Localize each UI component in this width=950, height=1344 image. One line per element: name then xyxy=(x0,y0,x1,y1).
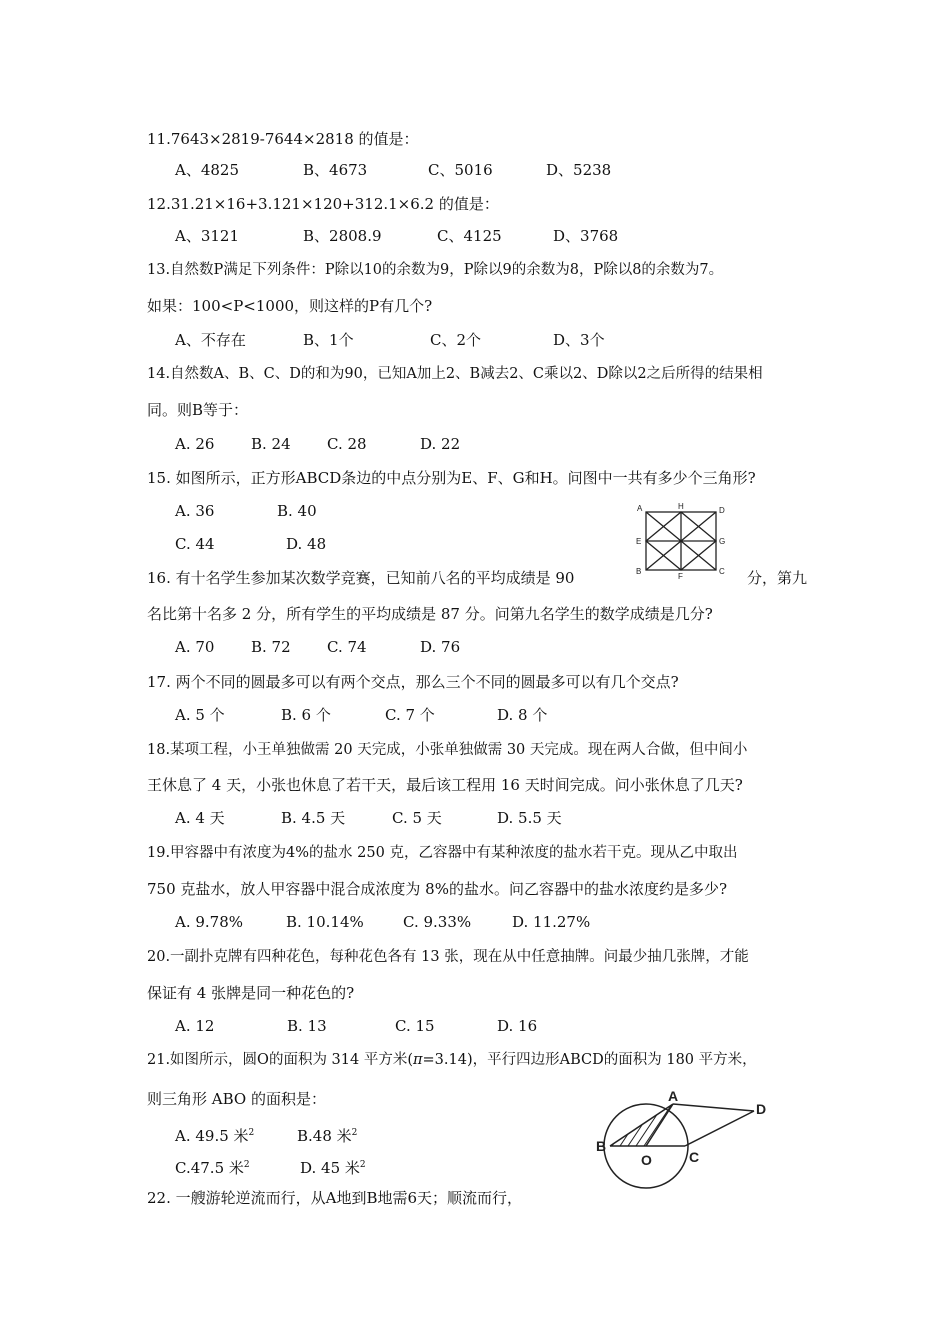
q21-option-b xyxy=(297,1123,357,1146)
q14-stem-line2: 同。则B等于： xyxy=(147,401,249,419)
q13-stem-line2: 如果：100<P<1000，则这样的P有几个? xyxy=(147,297,433,315)
label-f: F xyxy=(678,572,683,581)
q19-stem-line2: 750 克盐水，放人甲容器中混合成浓度为 8%的盐水。问乙容器中的盐水浓度约是多少? xyxy=(147,880,728,898)
label-b: B xyxy=(636,567,642,576)
q17-option-d: D. 8 个 xyxy=(497,706,548,724)
q15-square-figure xyxy=(632,500,732,582)
q21-circle-figure xyxy=(588,1082,778,1192)
q18-option-c: C. 5 天 xyxy=(392,809,442,827)
q15-option-d: D. 48 xyxy=(286,535,327,553)
q18-option-b: B. 4.5 天 xyxy=(281,809,346,827)
q18-stem-line1: 18.某项工程，小王单独做需 20 天完成，小张单独做需 30 天完成。现在两人合做，但中间小 xyxy=(147,742,748,758)
q20-option-a: A. 12 xyxy=(175,1017,215,1035)
label-d: D xyxy=(719,506,725,515)
q13-option-c: C、2个 xyxy=(430,331,482,349)
q11-option-d: D、5238 xyxy=(546,161,612,179)
q20-option-c: C. 15 xyxy=(395,1017,435,1035)
label-c: C xyxy=(689,1149,700,1165)
q16-option-c: C. 74 xyxy=(327,638,367,656)
q21-option-b-sup: 2 xyxy=(351,1128,358,1138)
q21-option-a-sup: 2 xyxy=(248,1128,255,1138)
q18-option-d: D. 5.5 天 xyxy=(497,809,562,827)
q14-option-a: A. 26 xyxy=(175,435,215,453)
q21-option-a xyxy=(175,1123,254,1146)
q14-option-d: D. 22 xyxy=(420,435,461,453)
q20-option-d: D. 16 xyxy=(497,1017,538,1035)
q13-option-b: B、1个 xyxy=(303,331,354,349)
q12-option-d: D、3768 xyxy=(553,227,619,245)
q14-option-b: B. 24 xyxy=(251,435,291,453)
q21-option-d-sup: 2 xyxy=(359,1160,366,1170)
q15-option-a: A. 36 xyxy=(175,502,215,520)
label-h: H xyxy=(678,502,684,511)
q15-option-c: C. 44 xyxy=(175,535,215,553)
q21-option-d xyxy=(300,1155,366,1178)
q13-stem-line1: 13.自然数P满足下列条件：P除以10的余数为9，P除以9的余数为8，P除以8的余数为7。 xyxy=(147,262,724,278)
q21-stem-line1b: =3.14)，平行四边形ABCD的面积为 180 平方米， xyxy=(422,1052,757,1068)
q13-option-d: D、3个 xyxy=(553,331,605,349)
q21-option-c-sup: 2 xyxy=(243,1160,250,1170)
label-g: G xyxy=(719,537,726,546)
q19-option-b: B. 10.14% xyxy=(286,913,364,931)
label-b: B xyxy=(596,1138,607,1154)
q11-option-c: C、5016 xyxy=(428,161,493,179)
q19-option-d: D. 11.27% xyxy=(512,913,591,931)
q11-stem: 11.7643×2819-7644×2818 的值是： xyxy=(147,130,419,148)
q15-option-b: B. 40 xyxy=(277,502,317,520)
q13-option-a: A、不存在 xyxy=(175,331,246,349)
q11-option-b: B、4673 xyxy=(303,161,368,179)
q19-stem-line1: 19.甲容器中有浓度为4%的盐水 250 克，乙容器中有某种浓度的盐水若干克。现从乙中取出 xyxy=(147,845,738,861)
q21-option-c xyxy=(175,1155,250,1178)
line-dc xyxy=(685,1111,754,1146)
q21-option-c-text: C.47.5 米 xyxy=(175,1159,244,1177)
q16-option-b: B. 72 xyxy=(251,638,291,656)
label-d: D xyxy=(756,1101,767,1117)
q12-option-c: C、4125 xyxy=(437,227,502,245)
pi-symbol: π xyxy=(413,1052,423,1068)
q18-option-a: A. 4 天 xyxy=(175,809,225,827)
q21-stem-line1a: 21.如图所示，圆O的面积为 314 平方米( xyxy=(147,1052,413,1068)
label-o: O xyxy=(641,1152,652,1168)
q19-option-c: C. 9.33% xyxy=(403,913,472,931)
label-a: A xyxy=(668,1088,679,1104)
q18-stem-line2: 王休息了 4 天，小张也休息了若干天，最后该工程用 16 天时间完成。问小张休息了几天? xyxy=(147,776,743,794)
label-a: A xyxy=(637,504,643,513)
q22-stem: 22. 一艘游轮逆流而行，从A地到B地需6天；顺流而行， xyxy=(147,1189,523,1207)
label-e: E xyxy=(636,537,642,546)
q19-option-a: A. 9.78% xyxy=(175,913,244,931)
q21-option-d-text: D. 45 米 xyxy=(300,1159,360,1177)
q21-option-b-text: B.48 米 xyxy=(297,1127,352,1145)
q17-stem: 17. 两个不同的圆最多可以有两个交点，那么三个不同的圆最多可以有几个交点? xyxy=(147,673,679,691)
q17-option-c: C. 7 个 xyxy=(385,706,435,724)
q21-stem-line1 xyxy=(147,1050,757,1070)
q16-option-a: A. 70 xyxy=(175,638,215,656)
q17-option-a: A. 5 个 xyxy=(175,706,225,724)
q16-option-d: D. 76 xyxy=(420,638,461,656)
q12-option-b: B、2808.9 xyxy=(303,227,382,245)
label-c: C xyxy=(719,567,725,576)
q16-stem-part1: 16. 有十名学生参加某次数学竞赛，已知前八名的平均成绩是 90 xyxy=(147,569,575,587)
q17-option-b: B. 6 个 xyxy=(281,706,331,724)
q11-option-a: A、4825 xyxy=(175,161,240,179)
q15-stem: 15. 如图所示，正方形ABCD条边的中点分别为E、F、G和H。问图中一共有多少个三角形? xyxy=(147,469,756,487)
q14-stem-line1: 14.自然数A、B、C、D的和为90，已知A加上2、B减去2、C乘以2、D除以2之后所得的结果相 xyxy=(147,366,763,382)
q20-option-b: B. 13 xyxy=(287,1017,327,1035)
q20-stem-line1: 20.一副扑克牌有四种花色，每种花色各有 13 张，现在从中任意抽牌。问最少抽几张牌，才能 xyxy=(147,949,749,965)
q21-option-a-text: A. 49.5 米 xyxy=(175,1127,249,1145)
q12-option-a: A、3121 xyxy=(175,227,240,245)
q16-stem-part2: 分，第九 xyxy=(747,569,808,587)
q12-stem: 12.31.21×16+3.121×120+312.1×6.2 的值是： xyxy=(147,195,499,213)
q21-stem-line2: 则三角形 ABO 的面积是： xyxy=(147,1090,326,1108)
line-ad xyxy=(673,1104,754,1111)
q20-stem-line2: 保证有 4 张牌是同一种花色的? xyxy=(147,984,355,1002)
q16-stem-line2: 名比第十名多 2 分，所有学生的平均成绩是 87 分。问第九名学生的数学成绩是几分? xyxy=(147,605,713,623)
q14-option-c: C. 28 xyxy=(327,435,367,453)
